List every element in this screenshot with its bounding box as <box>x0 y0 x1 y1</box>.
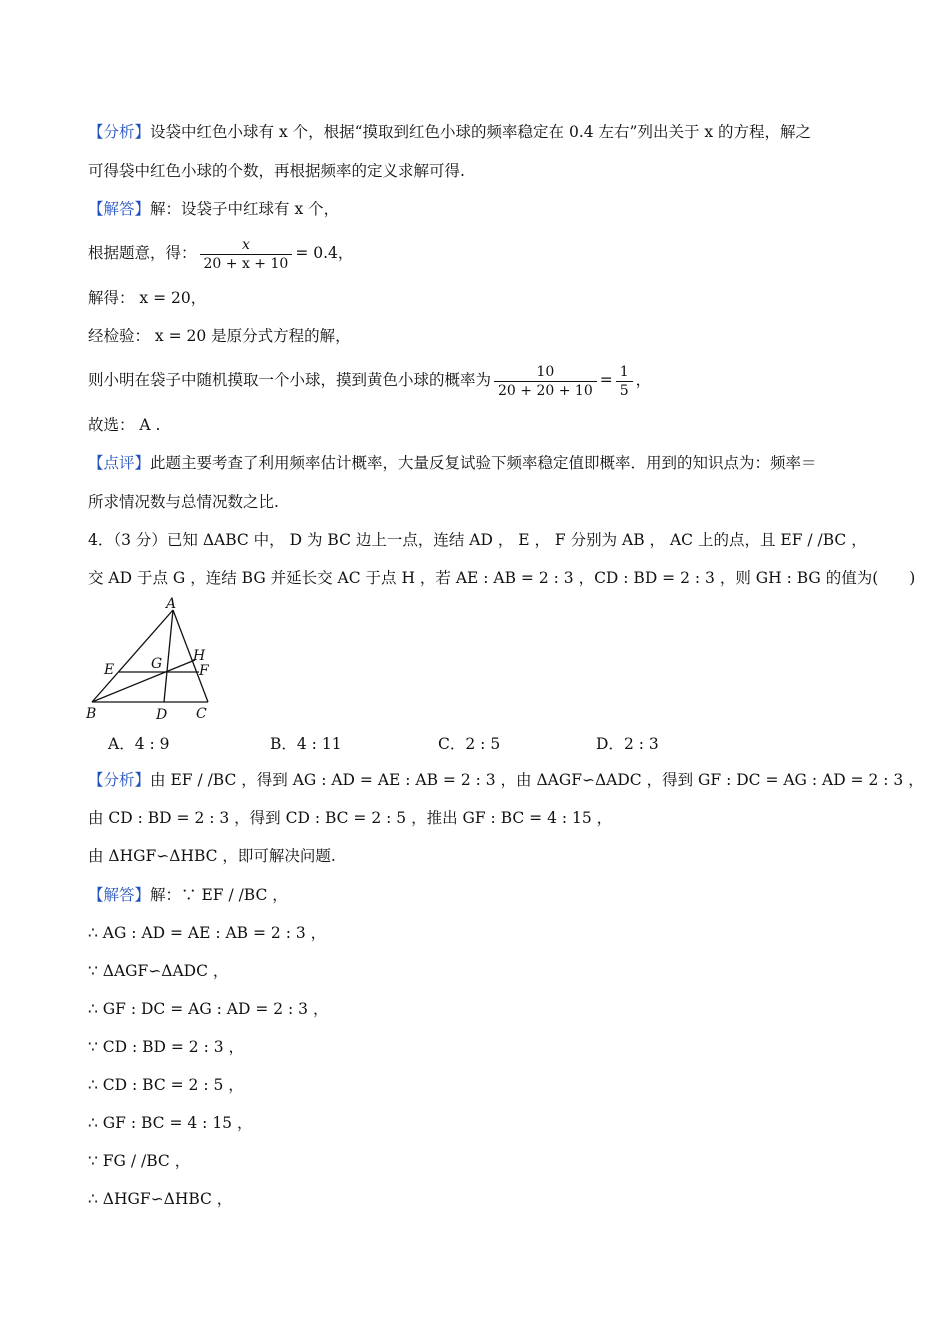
q4-answer-step: ∴ GF : BC = 4 : 15 ， <box>88 1114 253 1132</box>
option-a[interactable] <box>108 732 170 754</box>
option-d-value: 2 : 3 <box>623 735 659 753</box>
question-line-2: 交 AD 于点 G ，连结 BG 并延长交 AC 于点 H ，若 AE : AB = 2 : 3 ，CD : BD = 2 : 3 ，则 GH : BG 的值为( ) <box>88 569 916 587</box>
label-b: B <box>86 706 97 722</box>
question-line-1: 4．（3 分）已知 ΔABC 中， D 为 BC 边上一点，连结 AD ， E ， F 分别为 AB ， AC 上的点，且 EF / /BC ， <box>88 531 867 549</box>
q4-answer-step: ∴ ΔHGF∽ΔHBC ， <box>88 1190 233 1208</box>
analysis-tag: 【分析】 <box>88 123 151 141</box>
comment-line-2: 所求情况数与总情况数之比. <box>88 493 279 511</box>
q4-analysis-text: 由 EF / /BC ，得到 AG : AD = AE : AB = 2 : 3 ，由 ΔAGF∽ΔADC ，得到 GF : DC = AG : AD = 2 : 3 ， <box>150 771 924 789</box>
probability-result-fraction <box>616 363 633 400</box>
option-c[interactable] <box>438 732 500 754</box>
label-g: G <box>151 656 163 672</box>
probability-result-denominator: 5 <box>616 381 633 400</box>
probability-result-numerator: 1 <box>619 363 629 380</box>
q4-answer-step: ∴ AG : AD = AE : AB = 2 : 3 ， <box>88 924 327 942</box>
label-c: C <box>196 706 207 722</box>
probability-denominator: 20 + 20 + 10 <box>494 381 597 400</box>
label-h: H <box>193 648 206 664</box>
comment-line-1 <box>88 453 817 473</box>
equation-numerator: x <box>241 236 250 253</box>
answer-tag: 【解答】 <box>88 200 151 218</box>
q4-analysis-line-2: 由 CD : BD = 2 : 3 ，得到 CD : BC = 2 : 5 ，推出 GF : BC = 4 : 15 ， <box>88 809 613 827</box>
probability-equals: = <box>599 371 613 389</box>
q4-analysis-line-1 <box>88 770 924 790</box>
equation-prefix: 根据题意，得： <box>88 244 197 262</box>
answer-line-intro <box>88 199 339 219</box>
choose-line: 故选： A . <box>88 416 161 434</box>
probability-fraction <box>494 363 597 400</box>
label-a: A <box>166 596 177 612</box>
q4-answer-step: ∵ CD : BD = 2 : 3 ， <box>88 1038 245 1056</box>
q4-answer-line-1 <box>88 885 288 905</box>
solve-line: 解得： x = 20， <box>88 289 207 307</box>
q4-answer-step: ∴ GF : DC = AG : AD = 2 : 3 ， <box>88 1000 329 1018</box>
option-b-value: 4 : 11 <box>296 735 342 753</box>
label-f: F <box>199 663 209 679</box>
q4-answer-step: ∵ ΔAGF∽ΔADC ， <box>88 962 229 980</box>
probability-suffix: ， <box>635 371 652 389</box>
equation-line <box>88 234 353 273</box>
label-d: D <box>156 707 168 723</box>
comment-text: 此题主要考查了利用频率估计概率，大量反复试验下频率稳定值即概率．用到的知识点为：频率＝ <box>150 454 817 472</box>
probability-line <box>88 360 651 400</box>
label-e: E <box>104 662 115 678</box>
analysis-text: 设袋中红色小球有 x 个，根据“摸取到红色小球的频率稳定在 0.4 左右”列出关于 x 的方程，解之 <box>150 123 812 141</box>
q4-answer-step: ∴ CD : BC = 2 : 5 ， <box>88 1076 244 1094</box>
segment-ad <box>164 610 173 702</box>
option-a-letter: A． <box>108 735 135 753</box>
q4-answer-step: ∵ FG / /BC ， <box>88 1152 191 1170</box>
option-d-letter: D． <box>596 735 624 753</box>
analysis-line-2: 可得袋中红色小球的个数，再根据频率的定义求解可得. <box>88 162 465 180</box>
option-c-letter: C． <box>438 735 466 753</box>
q4-analysis-line-3: 由 ΔHGF∽ΔHBC ，即可解决问题. <box>88 847 336 865</box>
equation-fraction <box>200 236 293 273</box>
check-line: 经检验： x = 20 是原分式方程的解， <box>88 327 351 345</box>
option-a-value: 4 : 9 <box>134 735 170 753</box>
probability-numerator: 10 <box>536 363 555 380</box>
option-b-letter: B． <box>270 735 297 753</box>
equation-suffix: = 0.4， <box>295 244 354 262</box>
q4-answer-step-0: 解：∵ EF / /BC ， <box>150 886 288 904</box>
answer-intro: 解：设袋子中红球有 x 个， <box>150 200 340 218</box>
probability-prefix: 则小明在袋子中随机摸取一个小球，摸到黄色小球的概率为 <box>88 371 492 389</box>
q4-analysis-tag: 【分析】 <box>88 771 151 789</box>
q4-answer-tag: 【解答】 <box>88 886 151 904</box>
comment-tag: 【点评】 <box>88 454 151 472</box>
option-c-value: 2 : 5 <box>465 735 501 753</box>
option-d[interactable] <box>596 732 659 754</box>
analysis-line-1 <box>88 122 811 142</box>
triangle-figure <box>86 596 216 724</box>
equation-denominator: 20 + x + 10 <box>200 254 293 273</box>
option-b[interactable] <box>270 732 342 754</box>
